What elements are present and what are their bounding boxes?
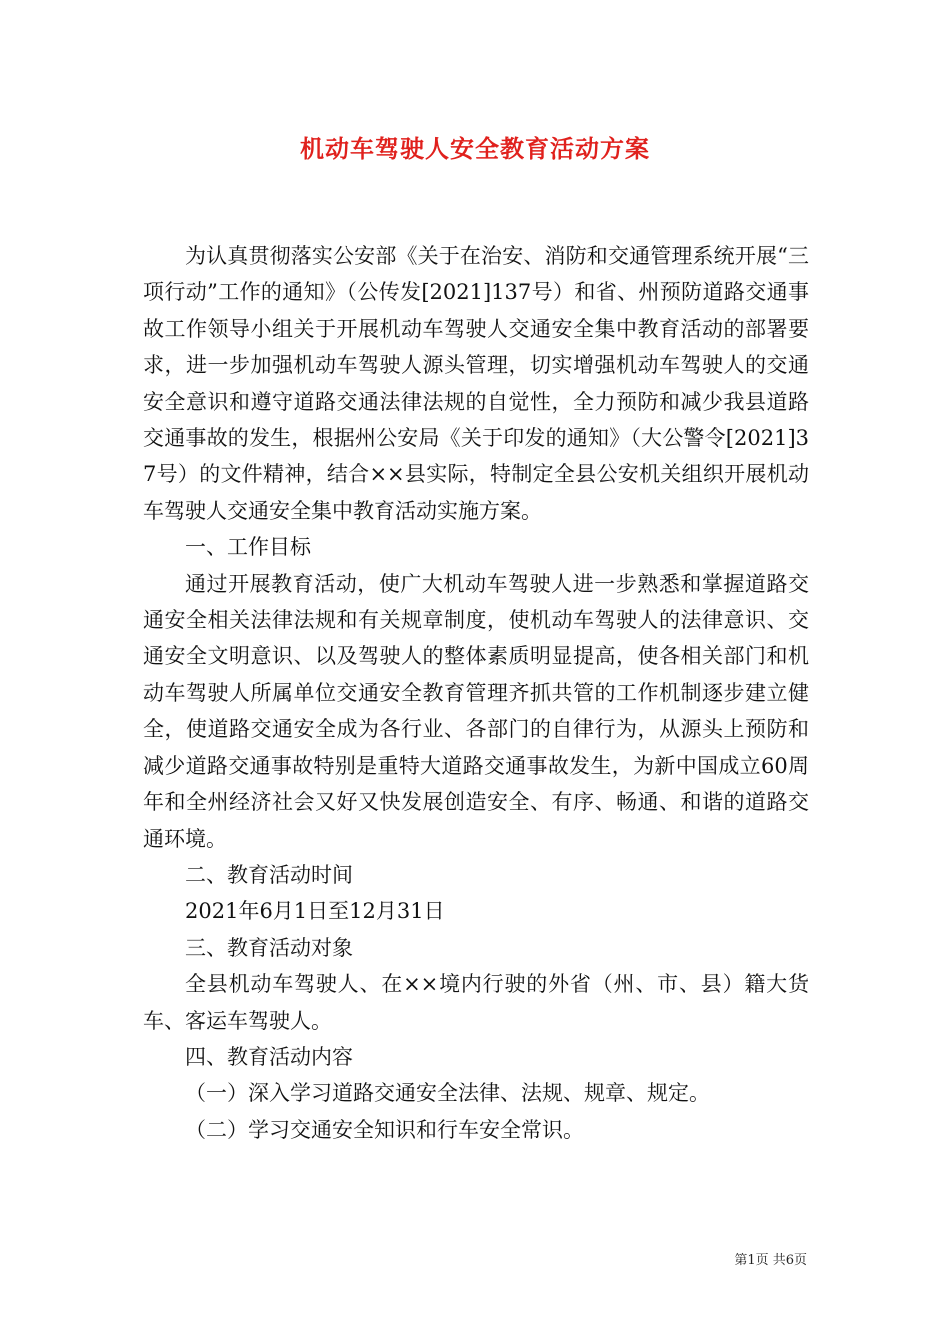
time-paragraph: 2021年6月1日至12月31日 [185, 899, 445, 924]
section-heading-goals: 一、工作目标 [185, 535, 311, 560]
section-heading-content: 四、教育活动内容 [185, 1044, 353, 1069]
section-heading-targets: 三、教育活动对象 [185, 935, 353, 960]
intro-paragraph: 为认真贯彻落实公安部《关于在治安、消防和交通管理系统开展“三项行动”工作的通知》（公传发[2021]137号）和省、州预防道路交通事故工作领导小组关于开展机动车驾驶人交通安全集中教育活动的部署要求，进一步加强机动车驾驶人源头管理，切实增强机动车驾驶人的交通安全意识和遵守道路交通法律法规的自觉性，全力预防和减少我县道路交通事故的发生，根据州公安局《关于印发的通知》（大公警令[2021]37号）的文件精神，结合××县实际，特制定全县公安机关组织开展机动车驾驶人交通安全集中教育活动实施方案。 [143, 244, 809, 523]
targets-paragraph: 全县机动车驾驶人、在××境内行驶的外省（州、市、县）籍大货车、客运车驾驶人。 [143, 972, 809, 1033]
content-item-1: （一）深入学习道路交通安全法律、法规、规章、规定。 [185, 1081, 710, 1106]
page-number: 第1页 共6页 [734, 1253, 807, 1268]
document-body [143, 238, 809, 1148]
section-heading-time: 二、教育活动时间 [185, 862, 353, 887]
document-title: 机动车驾驶人安全教育活动方案 [300, 135, 650, 163]
goals-paragraph: 通过开展教育活动，使广大机动车驾驶人进一步熟悉和掌握道路交通安全相关法律法规和有关规章制度，使机动车驾驶人的法律意识、交通安全文明意识、以及驾驶人的整体素质明显提高，使各相关部门和机动车驾驶人所属单位交通安全教育管理齐抓共管的工作机制逐步建立健全，使道路交通安全成为各行业、各部门的自律行为，从源头上预防和减少道路交通事故特别是重特大道路交通事故发生，为新中国成立60周年和全州经济社会又好又快发展创造安全、有序、畅通、和谐的道路交通环境。 [143, 571, 809, 851]
content-item-2: （二）学习交通安全知识和行车安全常识。 [185, 1117, 584, 1142]
